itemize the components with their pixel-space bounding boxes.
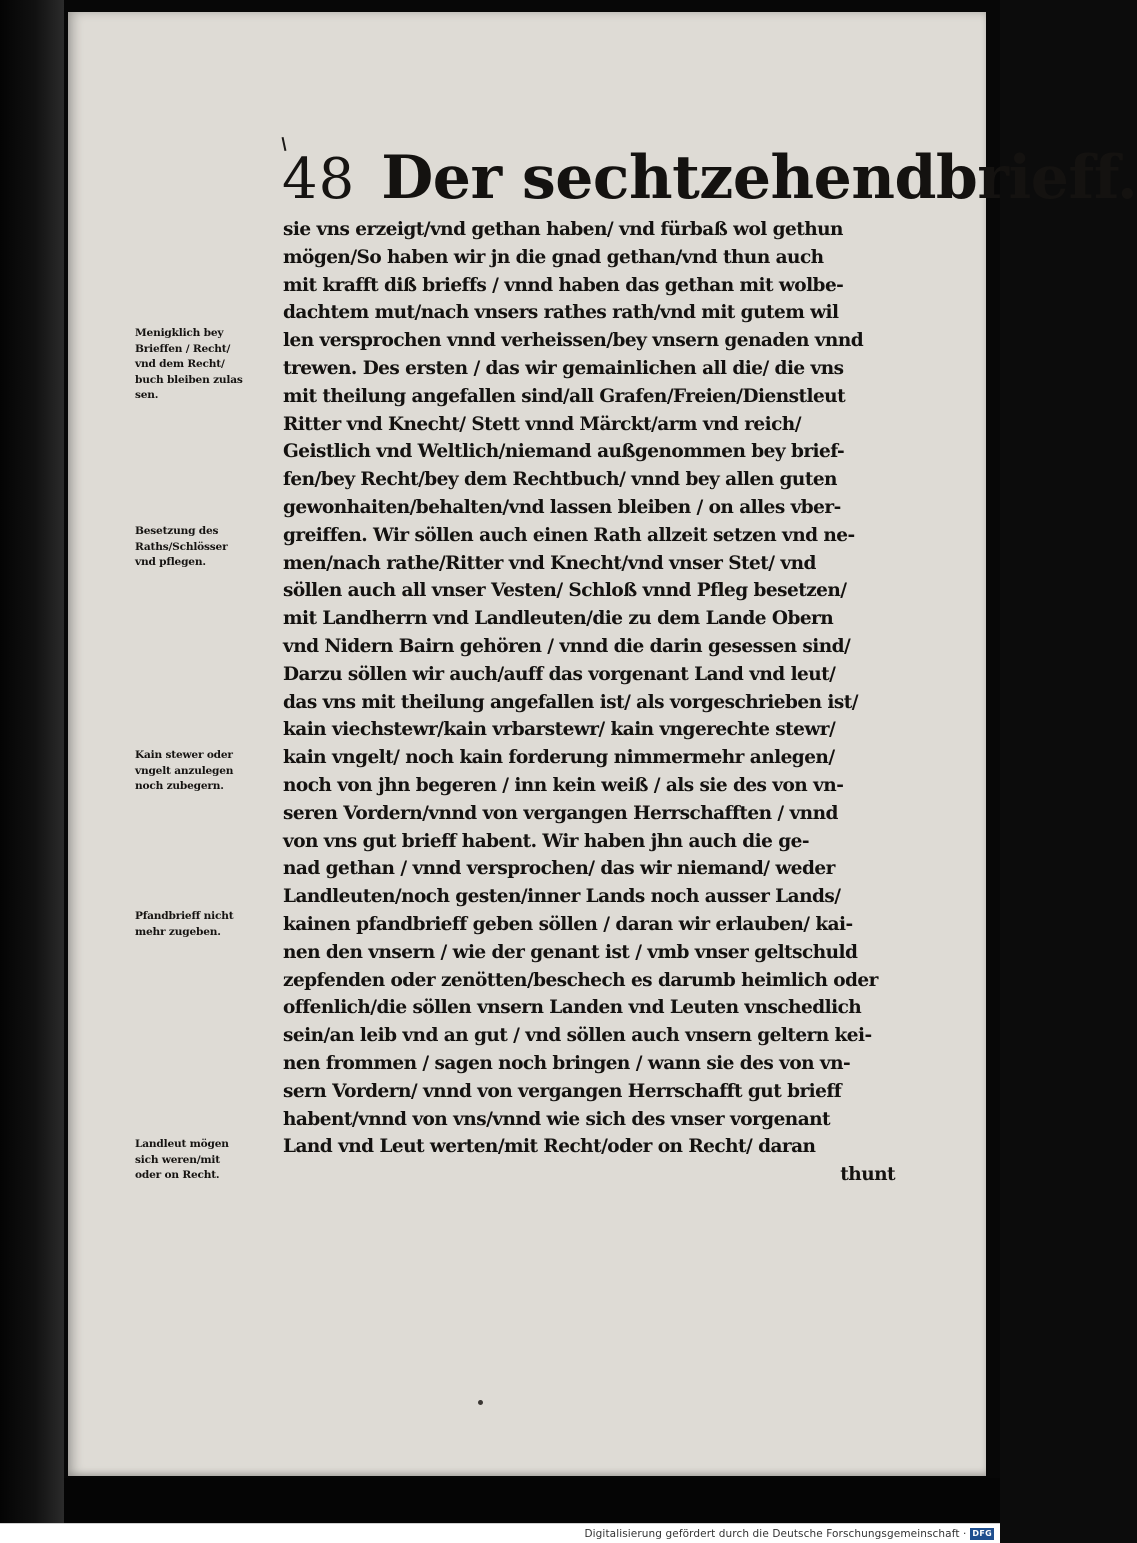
text-line: söllen auch all vnser Vesten/ Schloß vnnd Pfleg besetzen/: [283, 580, 847, 602]
text-line: len versprochen vnnd verheissen/bey vnsern genaden vnnd: [283, 330, 864, 352]
text-line: offenlich/die söllen vnsern Landen vnd Leuten vnschedlich: [283, 997, 862, 1019]
text-line: Geistlich vnd Weltlich/niemand außgenommen bey brief-: [283, 441, 845, 463]
text-line: vnd Nidern Bairn gehören / vnnd die darin gesessen sind/: [283, 635, 851, 657]
book-edge-left: [0, 0, 64, 1523]
text-line: von vns gut brieff habent. Wir haben jhn auch die ge-: [283, 830, 810, 852]
text-line: dachtem mut/nach vnsers rathes rath/vnd mit gutem wil: [283, 302, 839, 324]
margin-note-line: Besetzung des: [135, 525, 219, 537]
text-line: nad gethan / vnnd versprochen/ das wir niemand/ weder: [283, 858, 835, 880]
text-line: nen den vnsern / wie der genant ist / vmb vnser geltschuld: [283, 941, 858, 963]
margin-note-line: Kain stewer oder: [135, 749, 233, 761]
text-line: Land vnd Leut werten/mit Recht/oder on Recht/ daran: [283, 1136, 816, 1158]
margin-note-line: vnd pflegen.: [135, 556, 206, 568]
margin-note-line: buch bleiben zulas: [135, 373, 243, 386]
margin-note-landleut: [135, 1137, 280, 1184]
margin-note-line: Landleut mögen: [135, 1138, 229, 1150]
margin-note-line: Menigklich bey: [135, 327, 224, 339]
text-line: mit Landherrn vnd Landleuten/die zu dem Lande Obern: [283, 608, 834, 630]
margin-note-pfandbrieff: [135, 909, 280, 940]
margin-note-line: vnd dem Recht/: [135, 358, 225, 370]
text-line: sern Vordern/ vnnd von vergangen Herrschafft gut brieff: [283, 1080, 842, 1102]
footer-bar: [0, 1523, 1000, 1543]
text-line: habent/vnnd von vns/vnnd wie sich des vnser vorgenant: [283, 1108, 831, 1130]
dfg-logo-icon[interactable]: DFG: [972, 1528, 992, 1538]
margin-note-line: vngelt anzulegen: [135, 764, 234, 777]
text-line: kain vngelt/ noch kain forderung nimmermehr anlegen/: [283, 747, 835, 769]
text-line: kainen pfandbrieff geben söllen / daran wir erlauben/ kai-: [283, 913, 853, 935]
text-line: Darzu söllen wir auch/auff das vorgenant Land vnd leut/: [283, 663, 836, 685]
margin-note-stewer: [135, 748, 280, 795]
margin-note-line: sich weren/mit: [135, 1153, 220, 1166]
book-edge-bottom: [64, 1478, 1000, 1523]
margin-note-line: sen.: [135, 389, 159, 401]
margin-note-line: mehr zugeben.: [135, 925, 221, 938]
margin-note-line: Pfandbrieff nicht: [135, 910, 234, 922]
text-line: greiffen. Wir söllen auch einen Rath allzeit setzen vnd ne-: [283, 524, 855, 546]
text-line: men/nach rathe/Ritter vnd Knecht/vnd vnser Stet/ vnd: [283, 552, 816, 574]
text-line: noch von jhn begeren / inn kein weiß / als sie des von vn-: [283, 774, 844, 796]
text-line: fen/bey Recht/bey dem Rechtbuch/ vnnd bey allen guten: [283, 469, 837, 491]
margin-note-rath: [135, 524, 280, 571]
text-line: mögen/So haben wir jn die gnad gethan/vnd thun auch: [283, 246, 824, 268]
text-line: mit theilung angefallen sind/all Grafen/Freien/Dienstleut: [283, 385, 846, 407]
main-text-block: [283, 216, 895, 1189]
margin-note-line: oder on Recht.: [135, 1169, 220, 1181]
text-line: sie vns erzeigt/vnd gethan haben/ vnd fürbaß wol gethun: [283, 219, 843, 240]
text-line: gewonhaiten/behalten/vnd lassen bleiben / on alles vber-: [283, 496, 841, 518]
margin-note-briefe: [135, 326, 280, 404]
text-line: sein/an leib vnd an gut / vnd söllen auch vnsern geltern kei-: [283, 1025, 872, 1047]
margin-note-line: Raths/Schlösser: [135, 540, 228, 553]
text-line: mit krafft diß brieffs / vnnd haben das gethan mit wolbe-: [283, 274, 844, 296]
catchword: thunt: [840, 1164, 895, 1186]
margin-note-line: noch zubegern.: [135, 780, 224, 792]
text-line: trewen. Des ersten / das wir gemainlichen all die/ die vns: [283, 357, 844, 379]
text-line: nen frommen / sagen noch bringen / wann sie des von vn-: [283, 1052, 851, 1074]
margin-note-line: Brieffen / Recht/: [135, 342, 231, 355]
text-line: seren Vordern/vnnd von vergangen Herrschafften / vnnd: [283, 802, 838, 824]
folio-number: 48: [282, 147, 356, 212]
text-line: das vns mit theilung angefallen ist/ als vorgeschrieben ist/: [283, 691, 858, 713]
text-line: Ritter vnd Knecht/ Stett vnnd Märckt/arm vnd reich/: [283, 413, 801, 435]
text-line: zepfenden oder zenötten/beschech es darumb heimlich oder: [283, 969, 878, 991]
page-header: [282, 130, 1137, 213]
ink-spot: [478, 1400, 483, 1405]
funding-credit: Digitalisierung gefördert durch die Deutsche Forschungsgemeinschaft ·: [584, 1527, 967, 1540]
text-line: kain viechstewr/kain vrbarstewr/ kain vngerechte stewr/: [283, 719, 836, 741]
text-line: Landleuten/noch gesten/inner Lands noch ausser Lands/: [283, 886, 841, 908]
running-head-title: Der sechtzehendbrieff.: [381, 143, 1137, 213]
